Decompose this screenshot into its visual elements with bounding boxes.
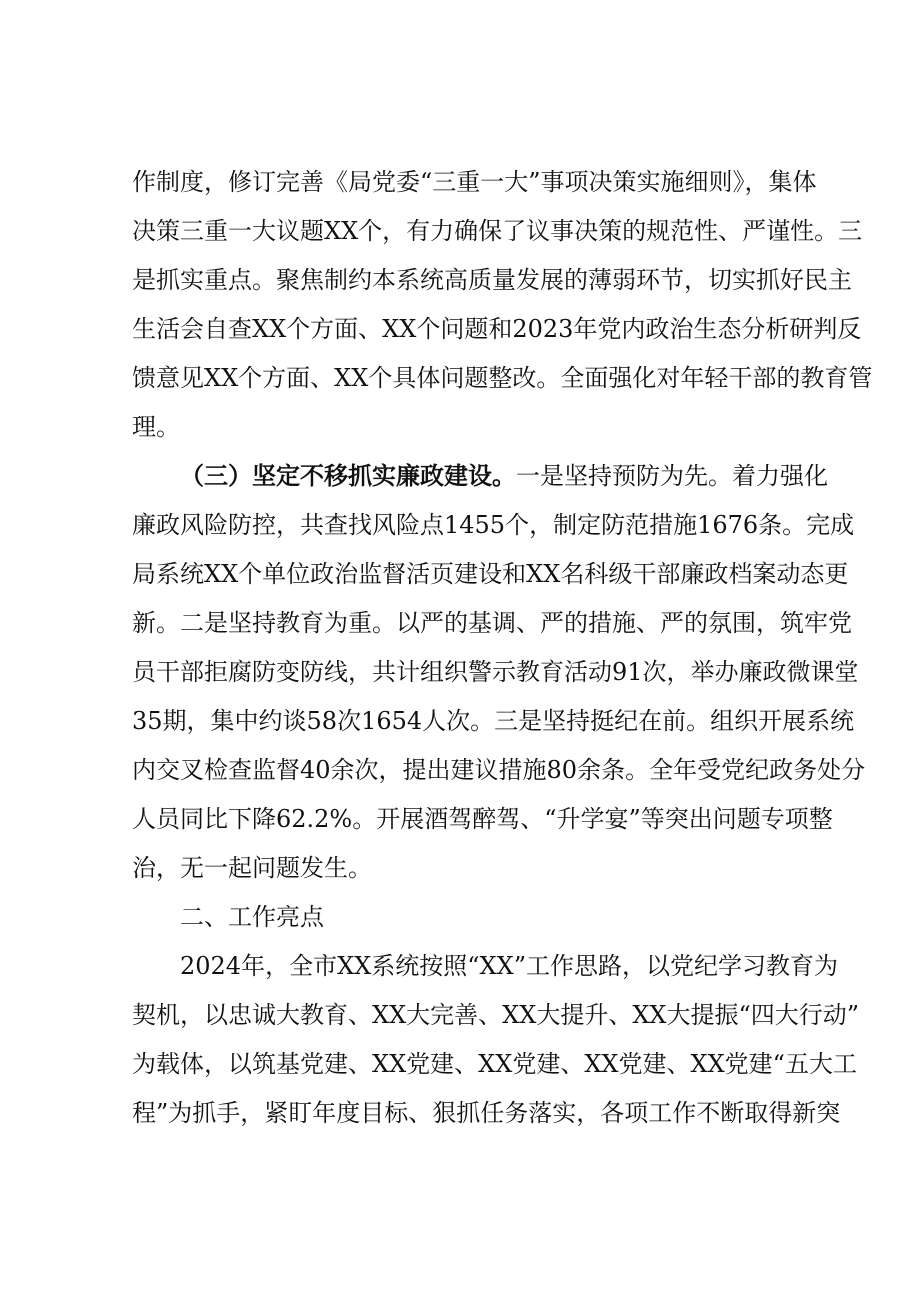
section-heading: 二、工作亮点 <box>180 903 324 931</box>
paragraph-line: 生活会自查XX个方面、XX个问题和2023年党内政治生态分析研判反 <box>132 315 862 343</box>
paragraph-line: 是抓实重点。聚焦制约本系统高质量发展的薄弱环节，切实抓好民主 <box>132 266 852 294</box>
paragraph-line: 35期，集中约谈58次1654人次。三是坚持挺纪在前。组织开展系统 <box>132 707 855 735</box>
paragraph-line: 局系统XX个单位政治监督活页建设和XX名科级干部廉政档案动态更 <box>132 560 849 588</box>
paragraph-line: 人员同比下降62.2%。开展酒驾醉驾、“升学宴”等突出问题专项整 <box>132 805 833 833</box>
paragraph-line: 理。 <box>132 413 180 441</box>
paragraph-line: 员干部拒腐防变防线，共计组织警示教育活动91次，举办廉政微课堂 <box>132 658 859 686</box>
paragraph-line: 廉政风险防控，共查找风险点1455个，制定防范措施1676条。完成 <box>132 511 855 539</box>
paragraph-line: 作制度，修订完善《局党委“三重一大”事项决策实施细则》，集体 <box>132 168 817 196</box>
paragraph-line: 馈意见XX个方面、XX个具体问题整改。全面强化对年轻干部的教育管 <box>132 364 873 392</box>
paragraph-line: 内交叉检查监督40余次，提出建议措施80余条。全年受党纪政务处分 <box>132 756 866 784</box>
subsection-heading: （三）坚定不移抓实廉政建设。 <box>180 462 516 490</box>
paragraph-line: 为载体，以筑基党建、XX党建、XX党建、XX党建、XX党建“五大工 <box>132 1050 857 1078</box>
paragraph-line: 契机，以忠诚大教育、XX大完善、XX大提升、XX大提振“四大行动” <box>132 1001 860 1029</box>
paragraph-first-line: 2024年，全市XX系统按照“XX”工作思路，以党纪学习教育为 <box>180 952 838 980</box>
paragraph-text: 一是坚持预防为先。着力强化 <box>516 462 828 490</box>
paragraph-first-line <box>180 460 828 492</box>
paragraph-line: 决策三重一大议题XX个，有力确保了议事决策的规范性、严谨性。三 <box>132 217 863 245</box>
paragraph-line: 程”为抓手，紧盯年度目标、狠抓任务落实，各项工作不断取得新突 <box>132 1099 841 1127</box>
paragraph-line: 新。二是坚持教育为重。以严的基调、严的措施、严的氛围，筑牢党 <box>132 609 852 637</box>
paragraph-line: 治，无一起问题发生。 <box>132 854 372 882</box>
